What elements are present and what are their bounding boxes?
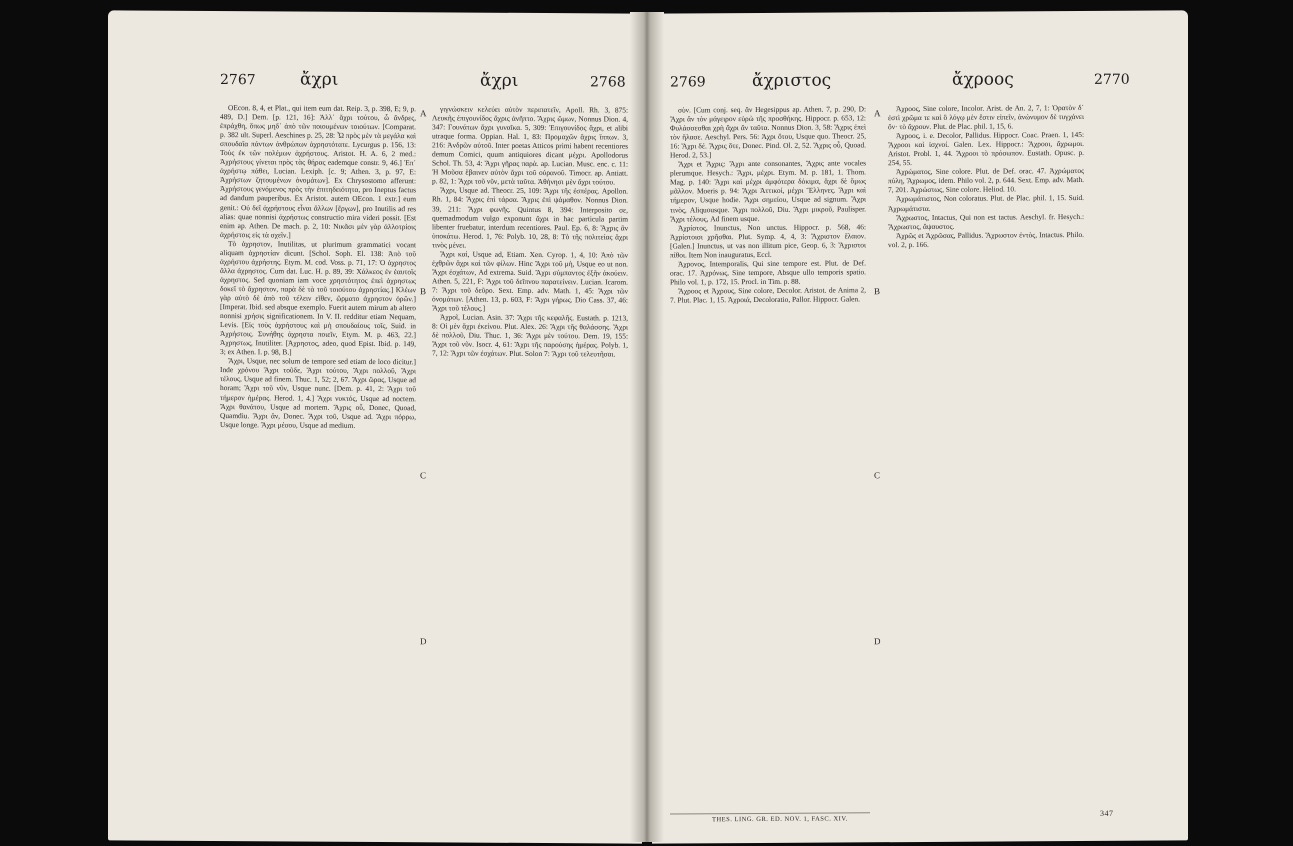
dictionary-entry: Ἀχροος, Sine colore, Incolor. Arist. de An. 2, 7, 1: Ὁρατὸν δ᾽ ἐστὶ χρῶμα τε καὶ ὃ λόγῳ μὲν ἔστιν εἰπεῖν, ἀνώνυμον δὲ τυγχάνει ὄν· τὸ ἄχρουν. Plut. de Plac. phil. 1, 15, 6.	[888, 102, 1084, 132]
left-page	[108, 10, 642, 843]
section-mark: B	[874, 286, 881, 297]
right-page-header	[652, 68, 1188, 95]
dictionary-entry: Ἀχρίστος, Inunctus, Non unctus. Hippocr. p. 568, 46: Ἀχρίστοισι χρῆσθαι. Plut. Symp. 4, 4, 3: Ἄχριστον ἔλαιον. [Galen.] Inunctus, ut vas non illitum pice, Geop. 6, 3: Ἄχριστοι πίθοι. Item Non inauguratus, Eccl.	[670, 221, 866, 260]
section-mark: B	[420, 286, 427, 297]
text-column-2	[432, 104, 628, 821]
guide-word: ἄχρι	[480, 70, 519, 91]
dictionary-entry: Ἄχροος et Ἀχρους, Sine colore, Decolor. Aristot. de Anima 2, 7. Plut. Plac. 1, 15. Ἀχροιά, Decoloratio, Pallor. Hippocr. Galen.	[670, 285, 866, 305]
page-number: 2769	[670, 74, 706, 91]
guide-word: ἄχριστος	[752, 70, 832, 92]
page-number: 2770	[1094, 71, 1130, 88]
text-column-1	[220, 103, 416, 820]
dictionary-entry: σὺν. [Cum conj. seq. ἄν Hegesippus ap. Athen. 7, p. 290, D: Ἄχρι ἂν τὸν μάγειρον εὑρὼ τῆς προσθήκης. Hippocr. p. 653, 12: Φυλάσσεσθαι χρὴ ἄχρι ἂν ταῦτα. Nonnus Dion. 3, 58: Ἄχρις ἐπεὶ τὸν ἤλασε. Aeschyl. Pers. 56: Ἀχρι ὅτου, Usque quo. Theocr. 25, 16: Ἄχρι δέ. Ἄχρις ὅτε, Donec. Pind. Ol. 2, 52. Ἄχρις οὗ, Quoad. Herod. 2, 53.]	[670, 104, 866, 160]
guide-word: ἄχρι	[300, 69, 339, 90]
footer-rule	[670, 812, 870, 814]
dictionary-entry: Ἄχρι et Ἄχρις: Ἄχρι ante consonantes, Ἄχρις ante vocales plerumque. Hesych.: Ἄχρι, μέχρι. Etym. M. p. 181, 1. Thom. Mag. p. 140: Ἄχρι καὶ μέχρι ἀμφότερα δόκιμα, ἄχρι δὲ ὅμως μᾶλλον. Moeris p. 94: Ἄχρι Ἀττικοί, μέχρι Ἕλληνες. Ἄχρι καὶ τήμερον, Usque hodie. Ἄχρι σημείου, Usque ad signum. Ἄχρι τινὸς, Aliquousque. Ἄχρι πολλοῦ, Diu. Ἄχρι μικροῦ, Paulisper. Ἄχρι τέλους, Ad finem usque.	[670, 158, 866, 224]
dictionary-entry: Ἄχρωστος, Intactus, Qui non est tactus. Aeschyl. fr. Hesych.: Ἄχρωστος, ἄψαυστος.	[888, 211, 1084, 231]
dictionary-entry: Τὸ ἀχρηστον, Inutilitas, ut plurimum grammatici vocant aliquam ἀχρηστίαν dicunt. [Schol. Soph. El. 138: Ἀπὸ τοῦ ἀχρήστου ἀχρήστης. Etym. M. cod. Voss. p. 71, 17: Ὁ ἀχρηστος ἄλλα ἀχρηστος. Cum dat. Luc. H. p. 89, 39: Χάλκεος ἐν ἑαυτοῖς ἀχρηστος. Sed quoniam iam voce χρηστότητος ἐπεὶ ἀχρηστως δοκεῖ τὸ ἄχρηστον, παρὰ δὲ τὰ τοῦ τοιούτου ἀχρηστίας.] Κλέων γὰρ αὐτὸ δὲ ἀπὸ τοῦ τέλειν εἴθεν, ὥρματο ἀχρηστον ὀρῶν.] [Imperat. Ibid. sed absque exemplo. Fuerit autem mirum ab altero nonnisi χρήσις significationem. In V. II. redditur etiam Nequam, Levis. [Εἰς τοὺς ἀχρήστους καὶ μὴ σπουδαίους τοῖς, Suid. in Ἀχρήστοις. Συνήθης ἀχρηστα ποιεῖν, Etym. M. p. 463, 22.] Ἀχρηστως, Inutiliter. [Ἀχρηστος, adeo, quod Epist. Ibid. p. 149, 3; ex Athen. I. p. 98, B.]	[220, 238, 416, 357]
section-mark: C	[874, 470, 881, 481]
dictionary-entry: Ἄχρι, Usque, nec solum de tempore sed etiam de loco dicitur.] Inde χρόνου Ἄχρι τοῦδε, Ἄχρι τούτου, Ἄχρι πολλοῦ, Ἄχρι τέλους, Usque ad finem. Thuc. 1, 52; 2, 67. Ἄχρι ὥρας, Usque ad horam; Ἄχρι τοῦ νῦν, Usque nunc. [Dem. p. 41, 2: Ἄχρι τοῦ τήμερον ἡμέρας. Herod. 1, 4.] Ἄχρι νυκτός, Usque ad noctem. Ἄχρι θανάτου, Usque ad mortem. Ἄχρις οὗ, Donec, Quoad, Quamdiu. Ἄχρι ἄν, Donec. Ἄχρι τοῦ, Usque ad. Ἄχρι πόρρω, Usque longe. Ἄχρι μέσου, Usque ad medium.	[220, 356, 416, 430]
dictionary-entry: Ἀχρῶς et Ἀχρῶσας, Pallidus. Ἄχρωστον ἐντὸς, Intactus. Philo. vol. 2, p. 166.	[888, 229, 1084, 249]
dictionary-entry: Ἄχρι, Usque ad. Theocr. 25, 109: Ἄχρι τῆς ἐσπέρας. Apollon. Rh. 1, 84: Ἄχρις ἐπὶ τάρσα. Ἄχρις ἐπὶ ψάμαθον. Nonnus Dion. 39, 211: Ἄχρι φωνῆς. Quintus 8, 394: Interposito σε, quemadmodum vulgo exponunt ἄχρι in hac particula partim libenter fruebatur, interdum recentiores. Paul. Ep. 6, 8: Ἄχρις ἂν ὑποκάτω. Herod. 1, 76: Polyb. 10, 28, 8: Τὸ τῆς πολιτείας ἄχρι τινὸς μένει.	[432, 185, 628, 250]
guide-word: ἄχροος	[952, 69, 1014, 90]
dictionary-entry: γιγνώσκειν κελεύει αὐτὸν περιπατεῖν, Apoll. Rh. 3, 875: Λευκῆς ἐπιγουνίδος ἄχρις ἀνῆπτο. Ἄχρις ὥμων, Nonnus Dion. 4, 347: Γουνάτων ἄχρι γυναῖκα. 5, 309: Ἐπιγουνίδος ἄχρι, et alibi utraque forma. Oppian. Hal. 1, 83: Προμαχῶν ἄχρις ἵππων. 3, 216: Ἀνδρῶν αὐτοῦ. Inter poetas Atticos primi habent recentiores demum Comici, quum antiquiores dicant μέχρι. Apollodorus Schol. Th. 53, 4: Ἄχρι γῆρας παρὰ. ap. Lucian. Musc. enc. c. 11: Ἡ Μοῦσα ἔβαινεν αὐτὸν ἄχρι τοῦ οὐρανοῦ. Timocr. ap. Antiatt. p. 82, 1: Ἄχρι τοῦ νῦν, μετὰ ταῦτα. Ἀθήνησι μὲν ἄχρι τούτου.	[432, 104, 628, 187]
dictionary-entry: Ἀχρωμάτιστος, Non coloratus. Plut. de Plac. phil. 1, 15. Suid. Ἀχρωμάτιστα.	[888, 193, 1084, 213]
dictionary-entry: Ἀχρονος, Intemporalis, Qui sine tempore est. Plut. de Def. orac. 17. Ἀχρόνως, Sine tempore, Absque ullo temporis spatio. Philo vol. 1, p. 172, 15. Procl. in Tim. p. 88.	[670, 258, 866, 287]
left-page-header	[108, 68, 642, 95]
text-column-2	[888, 103, 1084, 808]
dictionary-entry: Ἀχροος, i. e. Decolor, Pallidus. Hippocr. Coac. Praen. 1, 145: Ἄχροοι καὶ ἰσχνοί. Galen. Lex. Hippocr.: Ἄχροοι, ἄχρωμοι. Aristot. Probl. 1, 44. Ἄχροοι τὸ πρόσωπον. Eustath. Opusc. p. 254, 55.	[888, 130, 1084, 168]
section-mark: C	[420, 470, 427, 481]
section-mark: A	[874, 108, 881, 119]
text-column-1	[670, 104, 866, 805]
signature-footer: THES. LING. GR. ED. NOV. 1, FASC. XIV.	[712, 815, 848, 824]
page-number: 2767	[220, 72, 256, 89]
section-mark: D	[874, 636, 881, 647]
section-mark: A	[420, 108, 427, 119]
book-gutter	[630, 12, 664, 842]
signature-number: 347	[1100, 808, 1114, 818]
dictionary-entry: OEcon. 8, 4, et Plat., qui item eum dat. Reip. 3, p. 398, E; 9, p. 489, D.] Dem. [p. 121, 16]: Ἀλλ᾽ ἄχρι τούτου, ὦ ἄνδρες, ἐπράχθη, ὅπως μηδ᾽ ἀπὸ τῶν ποιουμένων τοιούτων. [Comparat. p. 382 ult. Superl. Aeschines p. 25, 28: Ὦ πρὸς μὲν τὰ μεγάλα καὶ σπουδαῖα πάντων ἀνθρώπων ἀχρηστότατε. Lycurgus p. 156, 13: Τοὺς ἐκ τῶν πολέμων ἀχρήστους. Aristot. H. A. 6, 2 med.: Ἀχρήστους γίνεται πρὸς τὰς θήρας eademque constr. 9, 46.] Ἐπ᾽ ἀχρήστῳ πάθει, Lucian. Lexiph. [c. 9; Athen. 3, p. 97, E: Ἀχρήστων ζητουμένων ὀνομάτων]. Ex Chrysostomo afferunt: Ἀχρήστους γενόμενος πρὸς τὴν ἐπιτηδειότητα, pro Ineptus factus ad dandum pauperibus. Ex Aristot. autem OEcon. 1 extr.] eum genit.: Οὐ δεῖ ἀχρήστους εἶναι ἄλλων [ἔργων], pro Inutilis ad res alias: quae nonnisi ἀχρήστως constructio mira videri possit. [Est enim ap. Athen. De mach. p. 2, 10: Νικᾶσι μὲν γὰρ ἀλλοτρίοις ἀχρήστοις εἰς τὰ σχεῖν.]	[220, 103, 416, 240]
open-book	[108, 12, 1188, 842]
dictionary-entry: Ἄχρι καὶ, Usque ad, Etiam. Xen. Cyrop. 1, 4, 10: Ἀπὸ τῶν ἐχθρῶν ἄχρι καὶ τῶν φίλων. Hinc Ἄχρι τοῦ μὴ, Usque eo ut non. Ἄχρι ἐσχάτων, Ad extrema. Suid. Ἄχρι σύμπαντος ἐξῆν ἀκούειν. Athen. 5, 221, F: Ἄχρι τοῦ δεῖπνου παρατείνειν. Lucian. Icarom. 7: Ἄχρι τοῦ δεῦρο. Sext. Emp. adv. Math. 1, 45: Ἄχρι τῶν ὀνομάτων. [Athen. 13, p. 603, F: Ἄχρι γήρως. Dio Cass. 37, 46: Ἄχρι τοῦ τέλους.]	[432, 249, 628, 313]
section-mark: D	[420, 636, 427, 647]
dictionary-entry: Ἀχροῖ, Lucian. Asin. 37: Ἄχρι τῆς κεφαλῆς. Eustath. p. 1213, 8: Οἱ μὲν ἄχρι ἐκείνου. Plut. Alex. 26: Ἄχρι τῆς θαλάσσης. Ἄχρι δὲ πολλοῦ, Diu. Thuc. 1, 36: Ἄχρι μὲν τούτου. Dem. 19, 155: Ἄχρι τοῦ νῦν. Isocr. 4, 61: Ἄχρι τῆς παρούσης ἡμέρας. Polyb. 1, 7, 12: Ἄχρι τῶν ἐσχάτων. Plut. Solon 7: Ἄχρι τοῦ τελευτῆσαι.	[432, 312, 628, 359]
right-page	[652, 10, 1188, 843]
dictionary-entry: Ἀχρώματος, Sine colore. Plut. de Def. orac. 47. Ἀχρώματος πύλη, Ἄχρωμος, idem. Philo vol. 2, p. 644. Sext. Emp. adv. Math. 7, 201. Ἀχρώστως, Sine colore. Heliod. 10.	[888, 166, 1084, 195]
page-number: 2768	[590, 74, 626, 91]
